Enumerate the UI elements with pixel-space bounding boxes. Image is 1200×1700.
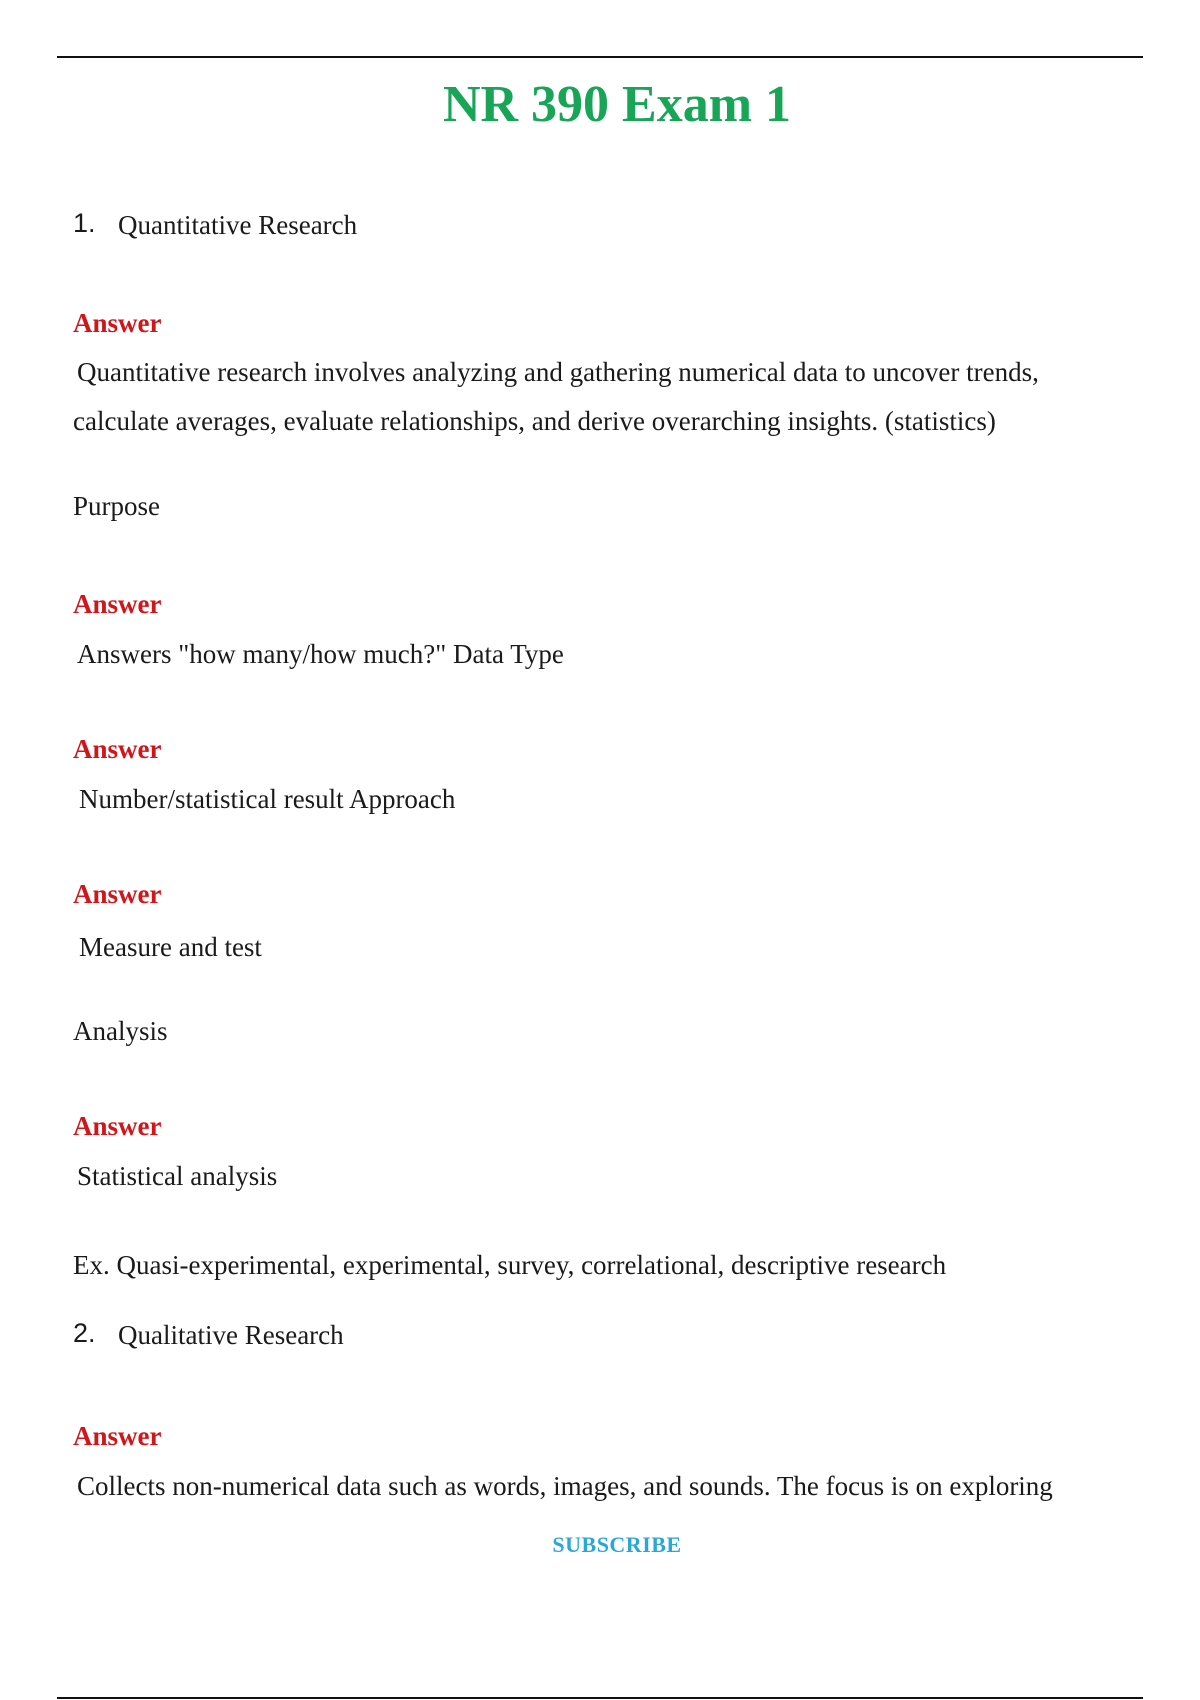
- page-title: NR 390 Exam 1: [442, 76, 792, 133]
- answer-text: Number/statistical result Approach: [79, 784, 456, 814]
- section-heading-purpose: Purpose: [73, 491, 160, 521]
- answer-text: Collects non-numerical data such as words, images, and sounds. The focus is on exploring: [77, 1471, 1053, 1501]
- answer-label: Answer: [73, 734, 162, 764]
- answer-label: Answer: [73, 1421, 162, 1451]
- answer-label: Answer: [73, 589, 162, 619]
- subscribe-link[interactable]: SUBSCRIBE: [552, 1532, 682, 1557]
- bottom-divider: [57, 1697, 1143, 1699]
- question-1-text: Quantitative Research: [118, 210, 358, 240]
- answer-label: Answer: [73, 308, 162, 338]
- answer-text: Answers "how many/how much?" Data Type: [77, 639, 564, 669]
- answer-text: Statistical analysis: [77, 1161, 278, 1191]
- answer-text: Measure and test: [79, 932, 262, 962]
- top-divider: [57, 56, 1143, 58]
- examples-text: Ex. Quasi-experimental, experimental, survey, correlational, descriptive research: [73, 1250, 947, 1280]
- question-2-number: 2.: [73, 1318, 96, 1348]
- answer-text: calculate averages, evaluate relationships, and derive overarching insights. (statistics): [73, 406, 996, 436]
- answer-label: Answer: [73, 879, 162, 909]
- section-heading-analysis: Analysis: [73, 1016, 168, 1046]
- answer-label: Answer: [73, 1111, 162, 1141]
- question-2-text: Qualitative Research: [118, 1320, 344, 1350]
- question-1-number: 1.: [73, 208, 96, 238]
- answer-text: Quantitative research involves analyzing and gathering numerical data to uncover trends,: [77, 357, 1039, 387]
